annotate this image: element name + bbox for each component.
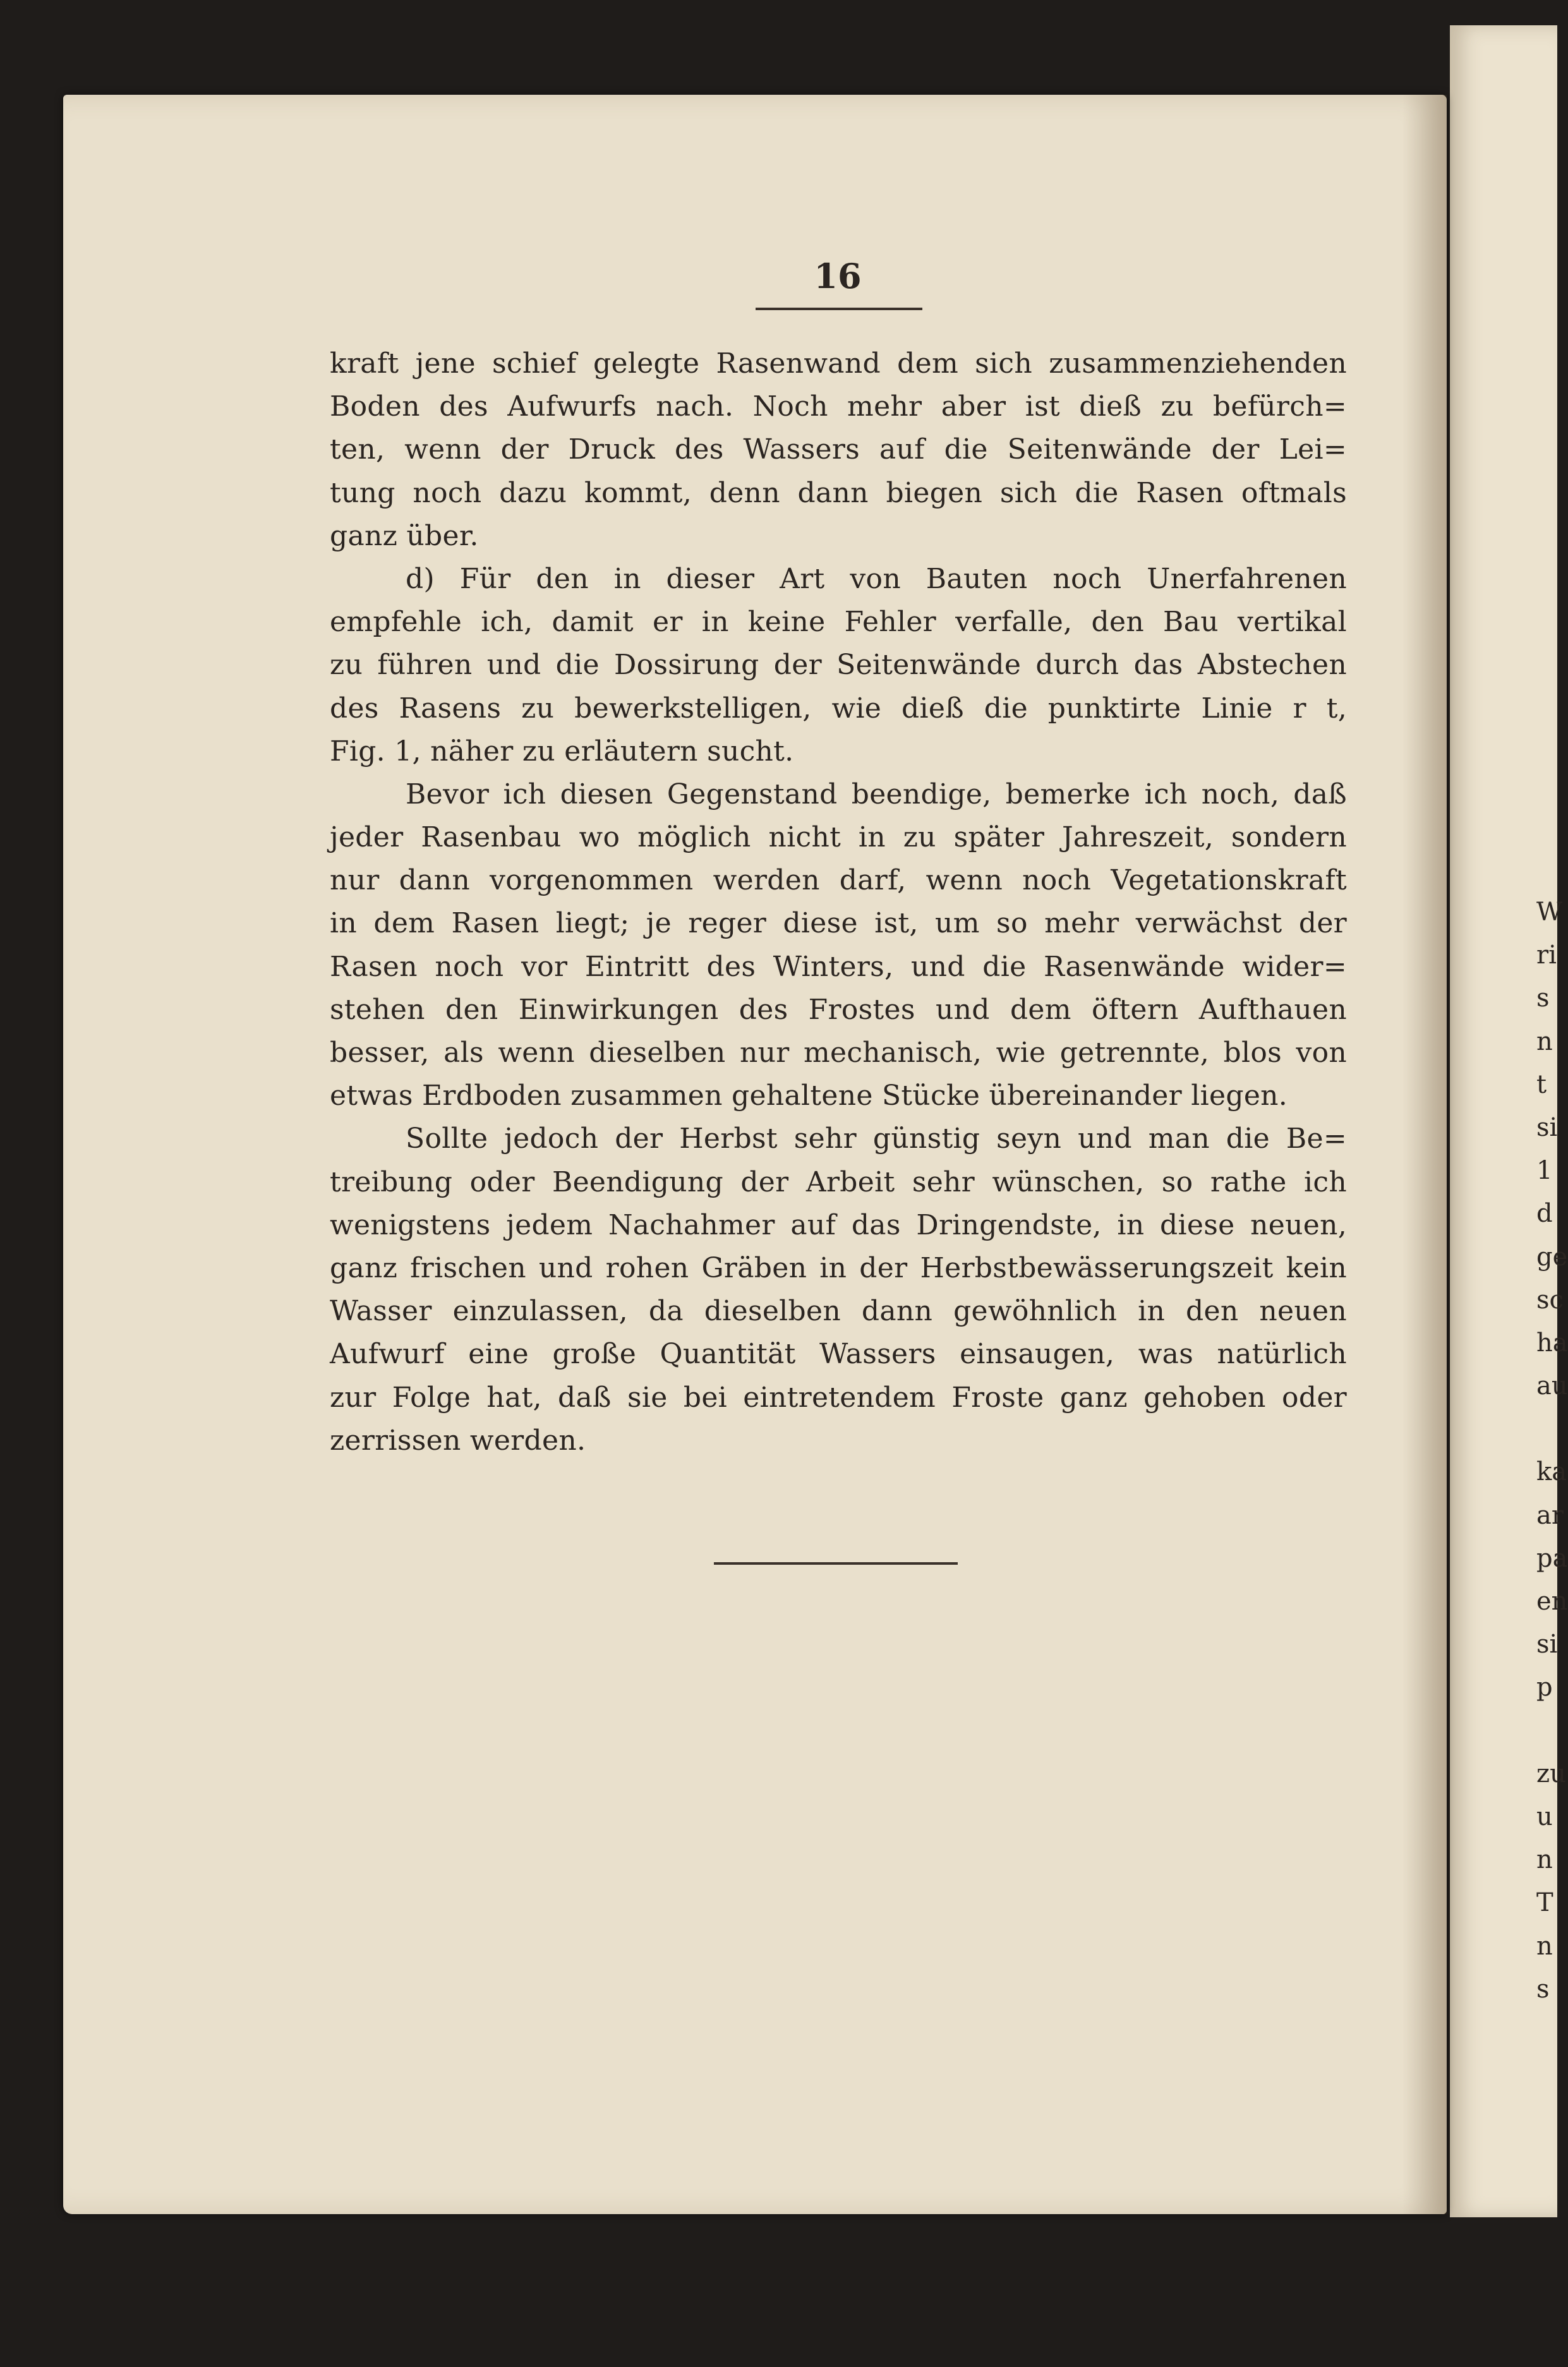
fragment-line: pa bbox=[1536, 1543, 1568, 1573]
text-line: des Rasens zu bewerkstelligen, wie dieß die punktirte Linie r t, bbox=[330, 692, 1347, 725]
text-line: d) Für den in dieser Art von Bauten noch Unerfahrenen bbox=[406, 562, 1347, 595]
text-line: treibung oder Beendigung der Arbeit sehr wünschen, so rathe ich bbox=[330, 1165, 1347, 1198]
text-line: stehen den Einwirkungen des Frostes und dem öftern Aufthauen bbox=[330, 993, 1347, 1026]
footer-rule bbox=[714, 1562, 958, 1565]
fragment-line: ha bbox=[1536, 1328, 1568, 1358]
text-line: jeder Rasenbau wo möglich nicht in zu später Jahreszeit, sondern bbox=[330, 821, 1347, 854]
fragment-line: p bbox=[1536, 1673, 1553, 1702]
page-gutter-shadow bbox=[1402, 95, 1447, 2214]
fragment-line bbox=[1536, 1709, 1555, 1752]
text-line: Fig. 1, näher zu erläutern sucht. bbox=[330, 735, 794, 768]
text-line: wenigstens jedem Nachahmer auf das Dringendste, in diese neuen, bbox=[330, 1208, 1347, 1241]
fragment-line: zu bbox=[1536, 1759, 1566, 1788]
page-number: 16 bbox=[814, 256, 862, 296]
fragment-line: ge bbox=[1536, 1242, 1568, 1272]
text-line: zur Folge hat, daß sie bei eintretendem Froste ganz gehoben oder bbox=[330, 1381, 1347, 1414]
text-line: nur dann vorgenommen werden darf, wenn noch Vegetationskraft bbox=[330, 864, 1347, 897]
fragment-line: t bbox=[1536, 1069, 1547, 1099]
fragment-line: si bbox=[1536, 1112, 1558, 1142]
text-line: in dem Rasen liegt; je reger diese ist, um so mehr verwächst der bbox=[330, 907, 1347, 940]
fragment-line: si bbox=[1536, 1630, 1558, 1659]
fragment-line: sc bbox=[1536, 1285, 1564, 1315]
fragment-line: s bbox=[1536, 984, 1550, 1013]
text-line: ganz über. bbox=[330, 519, 479, 552]
text-line: empfehle ich, damit er in keine Fehler verfalle, den Bau vertikal bbox=[330, 606, 1347, 639]
fragment-line: en bbox=[1536, 1587, 1568, 1616]
text-line: kraft jene schief gelegte Rasenwand dem sich zusammenziehenden bbox=[330, 347, 1347, 380]
text-line: besser, als wenn dieselben nur mechanisch, wie getrennte, blos von bbox=[330, 1037, 1347, 1069]
fragment-line: ar bbox=[1536, 1500, 1564, 1530]
fragment-line: 1 bbox=[1536, 1156, 1553, 1186]
fragment-line bbox=[1536, 1407, 1555, 1450]
header-rule bbox=[756, 308, 922, 310]
text-line: tung noch dazu kommt, denn dann biegen sich die Rasen oftmals bbox=[330, 476, 1347, 509]
text-line: ganz frischen und rohen Gräben in der Herbstbewässerungszeit kein bbox=[330, 1251, 1347, 1284]
text-line: Rasen noch vor Eintritt des Winters, und die Rasenwände wider= bbox=[330, 950, 1347, 983]
fragment-line: s bbox=[1536, 1974, 1550, 2004]
fragment-line: ri bbox=[1536, 941, 1557, 970]
facing-page-text-fragments bbox=[1536, 891, 1568, 2011]
fragment-line: T bbox=[1536, 1888, 1553, 1918]
fragment-line: u bbox=[1536, 1802, 1553, 1831]
fragment-line: d bbox=[1536, 1199, 1553, 1229]
body-text bbox=[330, 342, 1347, 1462]
fragment-line: W bbox=[1536, 898, 1563, 927]
fragment-line: n bbox=[1536, 1027, 1553, 1056]
fragment-line: n bbox=[1536, 1845, 1553, 1875]
fragment-line: n bbox=[1536, 1931, 1553, 1961]
text-line: etwas Erdboden zusammen gehaltene Stücke übereinander liegen. bbox=[330, 1080, 1288, 1112]
text-line: Wasser einzulassen, da dieselben dann gewöhnlich in den neuen bbox=[330, 1295, 1347, 1328]
text-line: zu führen und die Dossirung der Seitenwände durch das Abstechen bbox=[330, 649, 1347, 682]
text-line: Boden des Aufwurfs nach. Noch mehr aber ist dieß zu befürch= bbox=[330, 390, 1347, 423]
fragment-line: ka bbox=[1536, 1457, 1567, 1487]
text-line: Bevor ich diesen Gegenstand beendige, bemerke ich noch, daß bbox=[406, 778, 1347, 810]
text-line: Sollte jedoch der Herbst sehr günstig seyn und man die Be= bbox=[406, 1123, 1347, 1155]
text-line: Aufwurf eine große Quantität Wassers einsaugen, was natürlich bbox=[330, 1338, 1347, 1371]
text-line: zerrissen werden. bbox=[330, 1424, 586, 1457]
fragment-line: au bbox=[1536, 1371, 1568, 1401]
text-line: ten, wenn der Druck des Wassers auf die Seitenwände der Lei= bbox=[330, 433, 1347, 466]
